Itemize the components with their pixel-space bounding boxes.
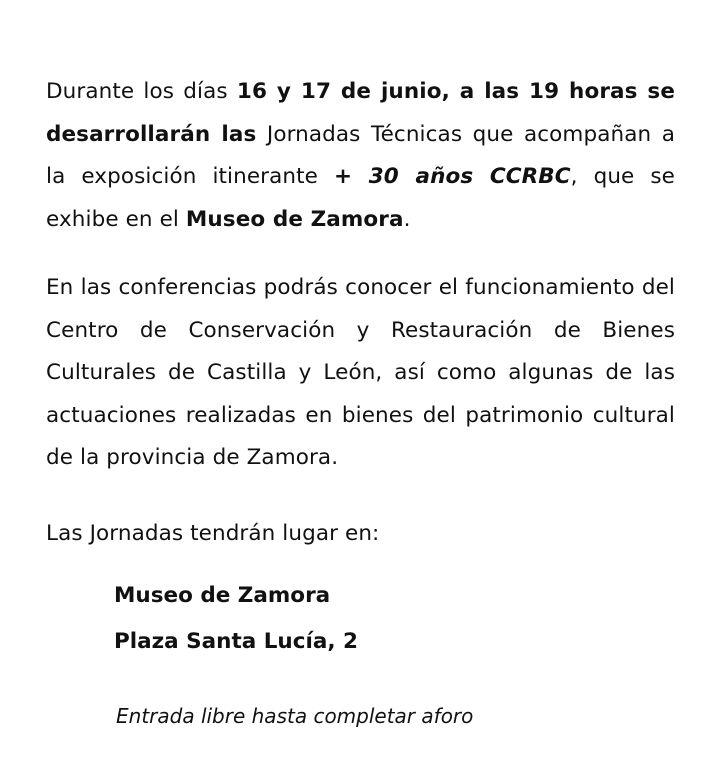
conferences-paragraph: En las conferencias podrás conocer el funcionamiento del Centro de Conservación y Restauración de Bienes Culturales de Castilla y León, así como algunas de las actuaciones realizadas en bienes del patrimonio cultural de la provincia de Zamora. (46, 275, 675, 470)
intro-text-4: . (403, 206, 411, 232)
exhibition-title: + 30 años CCRBC (333, 164, 571, 189)
intro-text-3: , que se exhibe en el (46, 164, 675, 232)
venue-name: Museo de Zamora (185, 206, 404, 232)
location-intro: Las Jornadas tendrán lugar en: (46, 521, 380, 546)
admission-note: Entrada libre hasta completar aforo (116, 704, 474, 728)
address-block (114, 573, 358, 665)
address-venue: Museo de Zamora (114, 583, 331, 608)
intro-text-2: Jornadas Técnicas que acompañan a la exposición itinerante (46, 121, 676, 189)
address-street: Plaza Santa Lucía, 2 (114, 629, 358, 654)
intro-text-1: Durante los días (46, 79, 237, 104)
intro-paragraph (46, 71, 675, 241)
event-dates: 16 y 17 de junio, a las 19 horas se desarrollarán las (46, 79, 676, 147)
